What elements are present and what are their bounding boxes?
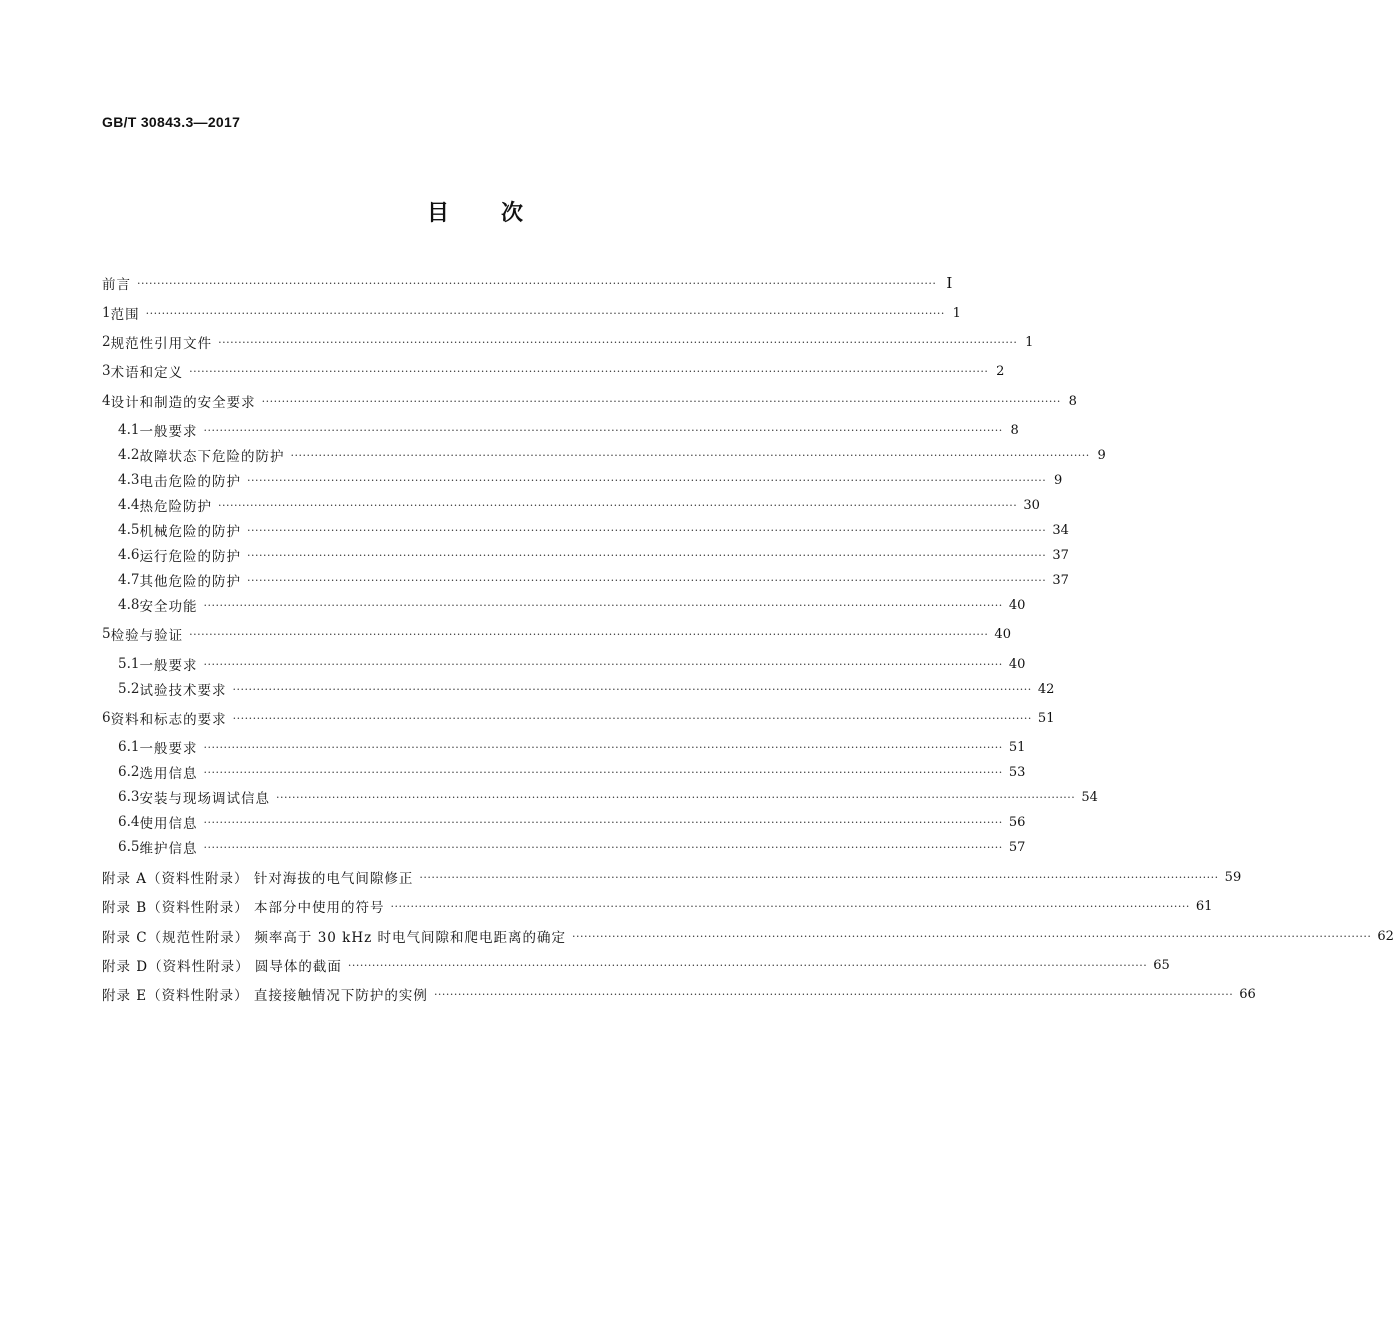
toc-entry-label: 术语和定义 (110, 365, 184, 381)
toc-entry-page: 51 (1008, 739, 1026, 755)
toc-entry-page: 8 (1068, 393, 1077, 409)
toc-entry-5-1[interactable] (118, 653, 1026, 675)
toc-entry-label: 电击危险的防护 (139, 474, 241, 490)
toc-entry-4-1[interactable] (118, 419, 1019, 441)
leader-dots: ········································································································································································································ (217, 498, 1018, 512)
toc-entry-2[interactable] (102, 331, 1034, 353)
toc-entry-page: 9 (1054, 472, 1063, 488)
leader-dots: ········································································································································································································ (290, 448, 1090, 462)
leader-dots: ········································································································································································································ (246, 573, 1047, 587)
toc-entry-label: 故障状态下危险的防护 (139, 449, 285, 465)
toc-entry-label: 前言 (102, 277, 131, 293)
toc-entry-number: 5.1 (118, 656, 140, 672)
toc-entry-page: 8 (1010, 422, 1019, 438)
toc-entry-4-6[interactable] (118, 544, 1069, 566)
toc-entry-4-7[interactable] (118, 569, 1069, 591)
leader-dots: ········································································································································································································ (246, 473, 1047, 487)
toc-entry-number: 4.7 (118, 572, 140, 588)
toc-entry-label: 维护信息 (139, 841, 198, 857)
leader-dots: ········································································································································································································ (246, 548, 1047, 562)
toc-entry-page: 34 (1052, 522, 1069, 538)
toc-entry-page: 42 (1037, 681, 1055, 697)
toc-entry-6-3[interactable] (118, 786, 1098, 808)
leader-dots: ········································································································································································································ (203, 840, 1003, 854)
toc-entry-4-8[interactable] (118, 594, 1026, 616)
toc-entry-number: 4.3 (118, 472, 140, 488)
toc-entry-number: 3 (102, 363, 111, 379)
toc-entry-label: 试验技术要求 (139, 683, 227, 699)
toc-entry-page: 56 (1008, 814, 1026, 830)
toc-entry-number: 4.4 (118, 497, 140, 513)
toc-entry-number: 6.1 (118, 739, 140, 755)
toc-entry-label: 检验与验证 (110, 628, 184, 644)
toc-entry-number: 6.4 (118, 814, 140, 830)
toc-entry-label: 安装与现场调试信息 (139, 791, 270, 807)
leader-dots: ········································································································································································································ (203, 765, 1003, 779)
toc-entry-label: 机械危险的防护 (139, 524, 241, 540)
leader-dots: ········································································································································································································ (232, 682, 1032, 696)
toc-entry-label: 附录 E（资料性附录） 直接接触情况下防护的实例 (102, 988, 428, 1004)
toc-entry-number: 5.2 (118, 681, 140, 697)
leader-dots: ········································································································································································································ (419, 870, 1219, 884)
leader-dots: ········································································································································································································ (390, 899, 1190, 913)
toc-entry-number: 5 (102, 626, 111, 642)
toc-entry-page: 40 (1008, 597, 1026, 613)
toc-entry-foreword[interactable] (102, 272, 953, 294)
toc-entry-number: 6.5 (118, 839, 140, 855)
toc-entry-label: 一般要求 (139, 658, 198, 674)
leader-dots: ········································································································································································································ (203, 740, 1003, 754)
toc-entry-1[interactable] (102, 302, 961, 324)
toc-entry-label: 运行危险的防护 (139, 549, 241, 565)
toc-entry-number: 4.8 (118, 597, 140, 613)
leader-dots: ········································································································································································································ (203, 598, 1003, 612)
toc-entry-page: 62 (1377, 928, 1394, 944)
standard-code: GB/T 30843.3—2017 (102, 114, 241, 130)
leader-dots: ········································································································································································································ (203, 423, 1003, 437)
leader-dots: ········································································································································································································ (572, 929, 1372, 943)
toc-entry-page: 59 (1224, 869, 1242, 885)
toc-entry-number: 4.6 (118, 547, 140, 563)
leader-dots: ········································································································································································································ (189, 627, 989, 641)
toc-entry-annex-d[interactable] (102, 954, 1170, 976)
toc-entry-6-4[interactable] (118, 811, 1026, 833)
leader-dots: ········································································································································································································ (232, 711, 1032, 725)
toc-entry-label: 一般要求 (139, 424, 198, 440)
toc-entry-page: 54 (1081, 789, 1098, 805)
toc-entry-page: 66 (1239, 986, 1256, 1002)
toc-entry-4-3[interactable] (118, 469, 1063, 491)
toc-entry-label: 使用信息 (139, 816, 198, 832)
leader-dots: ········································································································································································································ (261, 394, 1061, 408)
leader-dots: ········································································································································································································ (275, 790, 1076, 804)
toc-entry-page: 65 (1153, 957, 1170, 973)
toc-entry-page: 30 (1023, 497, 1040, 513)
toc-entry-label: 附录 C（规范性附录） 频率高于 30 kHz 时电气间隙和爬电距离的确定 (102, 930, 567, 946)
leader-dots: ········································································································································································································ (137, 276, 937, 290)
leader-dots: ········································································································································································································ (246, 523, 1047, 537)
toc-entry-6[interactable] (102, 707, 1055, 729)
toc-entry-4-5[interactable] (118, 519, 1069, 541)
toc-entry-label: 热危险防护 (139, 499, 212, 515)
toc-entry-number: 4.5 (118, 522, 140, 538)
toc-entry-3[interactable] (102, 360, 1005, 382)
title-char-2: 次 (501, 200, 524, 226)
toc-entry-page: 9 (1097, 447, 1106, 463)
toc-entry-number: 1 (102, 305, 111, 321)
toc-entry-annex-c[interactable] (102, 925, 1394, 947)
toc-entry-number: 6 (102, 710, 111, 726)
toc-entry-4-4[interactable] (118, 494, 1040, 516)
toc-entry-label: 设计和制造的安全要求 (110, 395, 256, 411)
toc-entry-label: 附录 A（资料性附录） 针对海拔的电气间隙修正 (102, 871, 414, 887)
toc-entry-page: 40 (1008, 656, 1026, 672)
toc-entry-page: 1 (1025, 334, 1034, 350)
toc-entry-label: 规范性引用文件 (110, 336, 213, 352)
toc-entry-page: 37 (1052, 572, 1069, 588)
toc-entry-label: 一般要求 (139, 741, 198, 757)
toc-entry-page: 2 (996, 363, 1005, 379)
toc-entry-page: 51 (1037, 710, 1055, 726)
toc-entry-annex-a[interactable] (102, 866, 1242, 888)
toc-entry-page: Ⅰ (946, 274, 953, 292)
toc-entry-4-2[interactable] (118, 444, 1106, 466)
toc-entry-6-5[interactable] (118, 836, 1026, 858)
leader-dots: ········································································································································································································ (347, 958, 1148, 972)
toc-entry-number: 4.1 (118, 422, 140, 438)
toc-entry-label: 资料和标志的要求 (110, 712, 227, 728)
leader-dots: ········································································································································································································ (203, 815, 1003, 829)
leader-dots: ········································································································································································································ (203, 657, 1003, 671)
page-title (0, 196, 950, 227)
toc-entry-number: 6.2 (118, 764, 140, 780)
toc-entry-4[interactable] (102, 390, 1077, 412)
toc-entry-annex-b[interactable] (102, 895, 1213, 917)
toc-entry-label: 其他危险的防护 (139, 574, 241, 590)
toc-entry-page: 37 (1052, 547, 1069, 563)
toc-entry-5-2[interactable] (118, 678, 1055, 700)
toc-entry-number: 4 (102, 393, 111, 409)
title-char-1: 目 (426, 200, 449, 226)
toc-entry-label: 安全功能 (139, 599, 198, 615)
toc-entry-label: 选用信息 (139, 766, 198, 782)
toc-entry-page: 40 (994, 626, 1011, 642)
toc-entry-label: 范围 (110, 307, 140, 323)
toc-entry-label: 附录 D（资料性附录） 圆导体的截面 (102, 959, 342, 975)
toc-entry-annex-e[interactable] (102, 983, 1256, 1005)
toc-entry-number: 6.3 (118, 789, 140, 805)
toc-entry-6-1[interactable] (118, 736, 1026, 758)
leader-dots: ········································································································································································································ (145, 306, 945, 320)
toc-entry-5[interactable] (102, 623, 1011, 645)
leader-dots: ········································································································································································································ (189, 364, 989, 378)
toc-entry-number: 4.2 (118, 447, 140, 463)
toc-entry-page: 1 (952, 305, 961, 321)
toc-entry-6-2[interactable] (118, 761, 1026, 783)
toc-entry-label: 附录 B（资料性附录） 本部分中使用的符号 (102, 900, 385, 916)
toc-entry-number: 2 (102, 334, 111, 350)
leader-dots: ········································································································································································································ (433, 987, 1234, 1001)
leader-dots: ········································································································································································································ (218, 335, 1018, 349)
toc-entry-page: 53 (1008, 764, 1026, 780)
toc-entry-page: 61 (1195, 898, 1213, 914)
toc-entry-page: 57 (1008, 839, 1026, 855)
